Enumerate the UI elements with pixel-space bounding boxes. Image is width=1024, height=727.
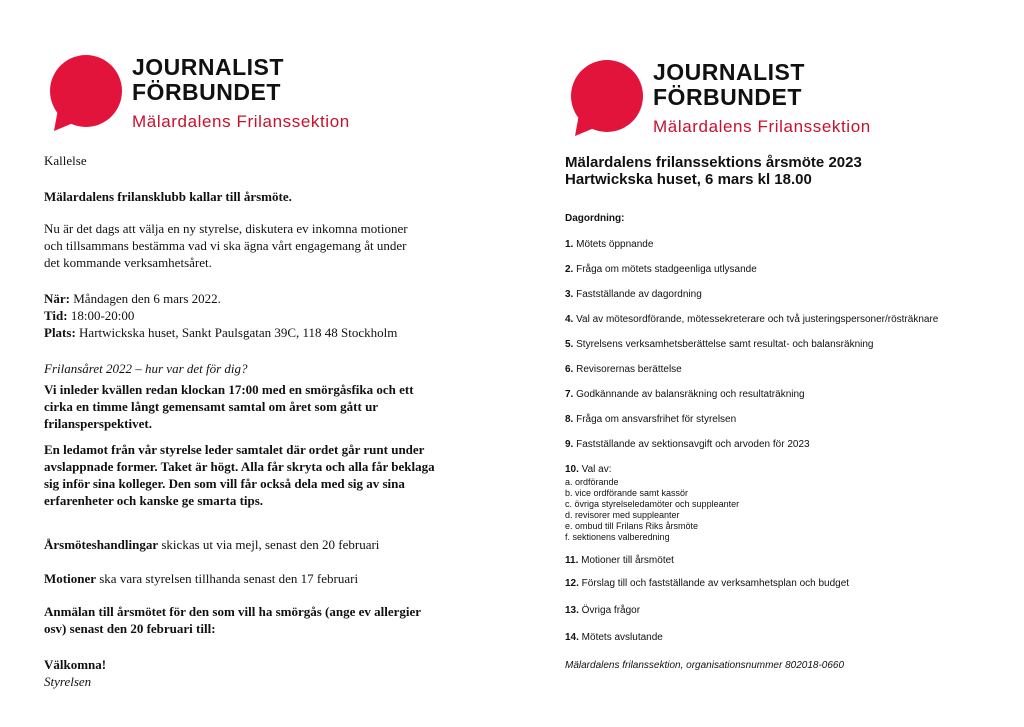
sub-item: a. ordförande bbox=[565, 477, 619, 487]
meeting-subtitle: Hartwickska huset, 6 mars kl 18.00 bbox=[565, 171, 812, 188]
motioner-line: Motioner ska vara styrelsen tillhanda senast den 17 februari bbox=[44, 571, 359, 586]
agenda-item: 10. Val av: bbox=[565, 464, 612, 475]
heading-kallelse: Kallelse bbox=[44, 153, 87, 168]
agenda-item: 2. Fråga om mötets stadgeenliga utlysande bbox=[565, 264, 757, 275]
welcome: Välkomna! bbox=[44, 657, 107, 672]
club-call: Mälardalens frilansklubb kallar till årsmöte. bbox=[44, 189, 292, 204]
frilans-heading: Frilansåret 2022 – hur var det för dig? bbox=[44, 361, 248, 376]
handlingar-line: Årsmöteshandlingar skickas ut via mejl, senast den 20 februari bbox=[44, 537, 380, 552]
agenda-item: 5. Styrelsens verksamhetsberättelse samt resultat- och balansräkning bbox=[565, 339, 874, 350]
sub-item: b. vice ordförande samt kassör bbox=[565, 488, 689, 498]
agenda-item: 3. Fastställande av dagordning bbox=[565, 289, 702, 300]
agenda-item: 4. Val av mötesordförande, mötessekreterare och två justeringspersoner/rösträknare bbox=[565, 314, 939, 325]
footer-org-number: Mälardalens frilanssektion, organisationsnummer 802018-0660 bbox=[565, 660, 845, 671]
logo-line1: JOURNALIST bbox=[132, 54, 284, 80]
intro-paragraph: Nu är det dags att välja en ny styrelse, diskutera ev inkomna motioner och tillsammans bestämma vad vi ska ägna vårt engagemang åt under det kommande verksamhetsåret. bbox=[44, 221, 408, 270]
agenda-item: 7. Godkännande av balansräkning och resultaträkning bbox=[565, 389, 805, 400]
logo-line2: FÖRBUNDET bbox=[653, 84, 802, 110]
agenda-item: 8. Fråga om ansvarsfrihet för styrelsen bbox=[565, 414, 737, 425]
agenda-item: 12. Förslag till och fastställande av verksamhetsplan och budget bbox=[565, 578, 850, 589]
logo-subtitle: Mälardalens Frilanssektion bbox=[132, 112, 350, 131]
agenda-item: 9. Fastställande av sektionsavgift och arvoden för 2023 bbox=[565, 439, 810, 450]
sub-item: d. revisorer med suppleanter bbox=[565, 510, 680, 520]
agenda-item: 6. Revisorernas berättelse bbox=[565, 364, 682, 375]
sub-item: e. ombud till Frilans Riks årsmöte bbox=[565, 521, 699, 531]
meeting-title: Mälardalens frilanssektions årsmöte 2023 bbox=[565, 154, 862, 171]
meeting-details: När: Måndagen den 6 mars 2022. Tid: 18:00-20:00 Plats: Hartwickska huset, Sankt Paulsgatan 39C, 118 48 Stockholm bbox=[44, 291, 398, 340]
agenda-item: 13. Övriga frågor bbox=[565, 605, 641, 616]
anmalan-paragraph: Anmälan till årsmötet för den som vill ha smörgås (ange ev allergier osv) senast den 20 februari till: bbox=[44, 604, 422, 636]
paragraph-2: En ledamot från vår styrelse leder samtalet där ordet går runt under avslappnade former. Taket är högt. Alla får skryta och alla får beklaga sig inför sina kolleger. Den som vill får också dela med sig av sina erfarenheter och kanske ge smarta tips. bbox=[44, 442, 435, 508]
speech-bubble-icon bbox=[44, 55, 132, 131]
sub-item: f. sektionens valberedning bbox=[565, 532, 670, 542]
paragraph-1: Vi inleder kvällen redan klockan 17:00 med en smörgåsfika och ett cirka en timme långt gemensamt samtal om året som gått ur frilansperspektivet. bbox=[44, 382, 414, 431]
logo-line1: JOURNALIST bbox=[653, 59, 805, 85]
agenda-item: 1. Mötets öppnande bbox=[565, 239, 654, 250]
journalistforbundet-logo-right bbox=[565, 60, 915, 140]
signature: Styrelsen bbox=[44, 674, 92, 689]
agenda-heading: Dagordning: bbox=[565, 213, 625, 224]
logo-subtitle: Mälardalens Frilanssektion bbox=[653, 117, 871, 136]
agenda-item: 14. Mötets avslutande bbox=[565, 632, 663, 643]
sub-item: c. övriga styrelseledamöter och suppleanter bbox=[565, 499, 740, 509]
journalistforbundet-logo bbox=[44, 55, 394, 135]
agenda-item: 11. Motioner till årsmötet bbox=[565, 555, 674, 566]
speech-bubble-icon bbox=[565, 60, 653, 136]
logo-line2: FÖRBUNDET bbox=[132, 79, 281, 105]
